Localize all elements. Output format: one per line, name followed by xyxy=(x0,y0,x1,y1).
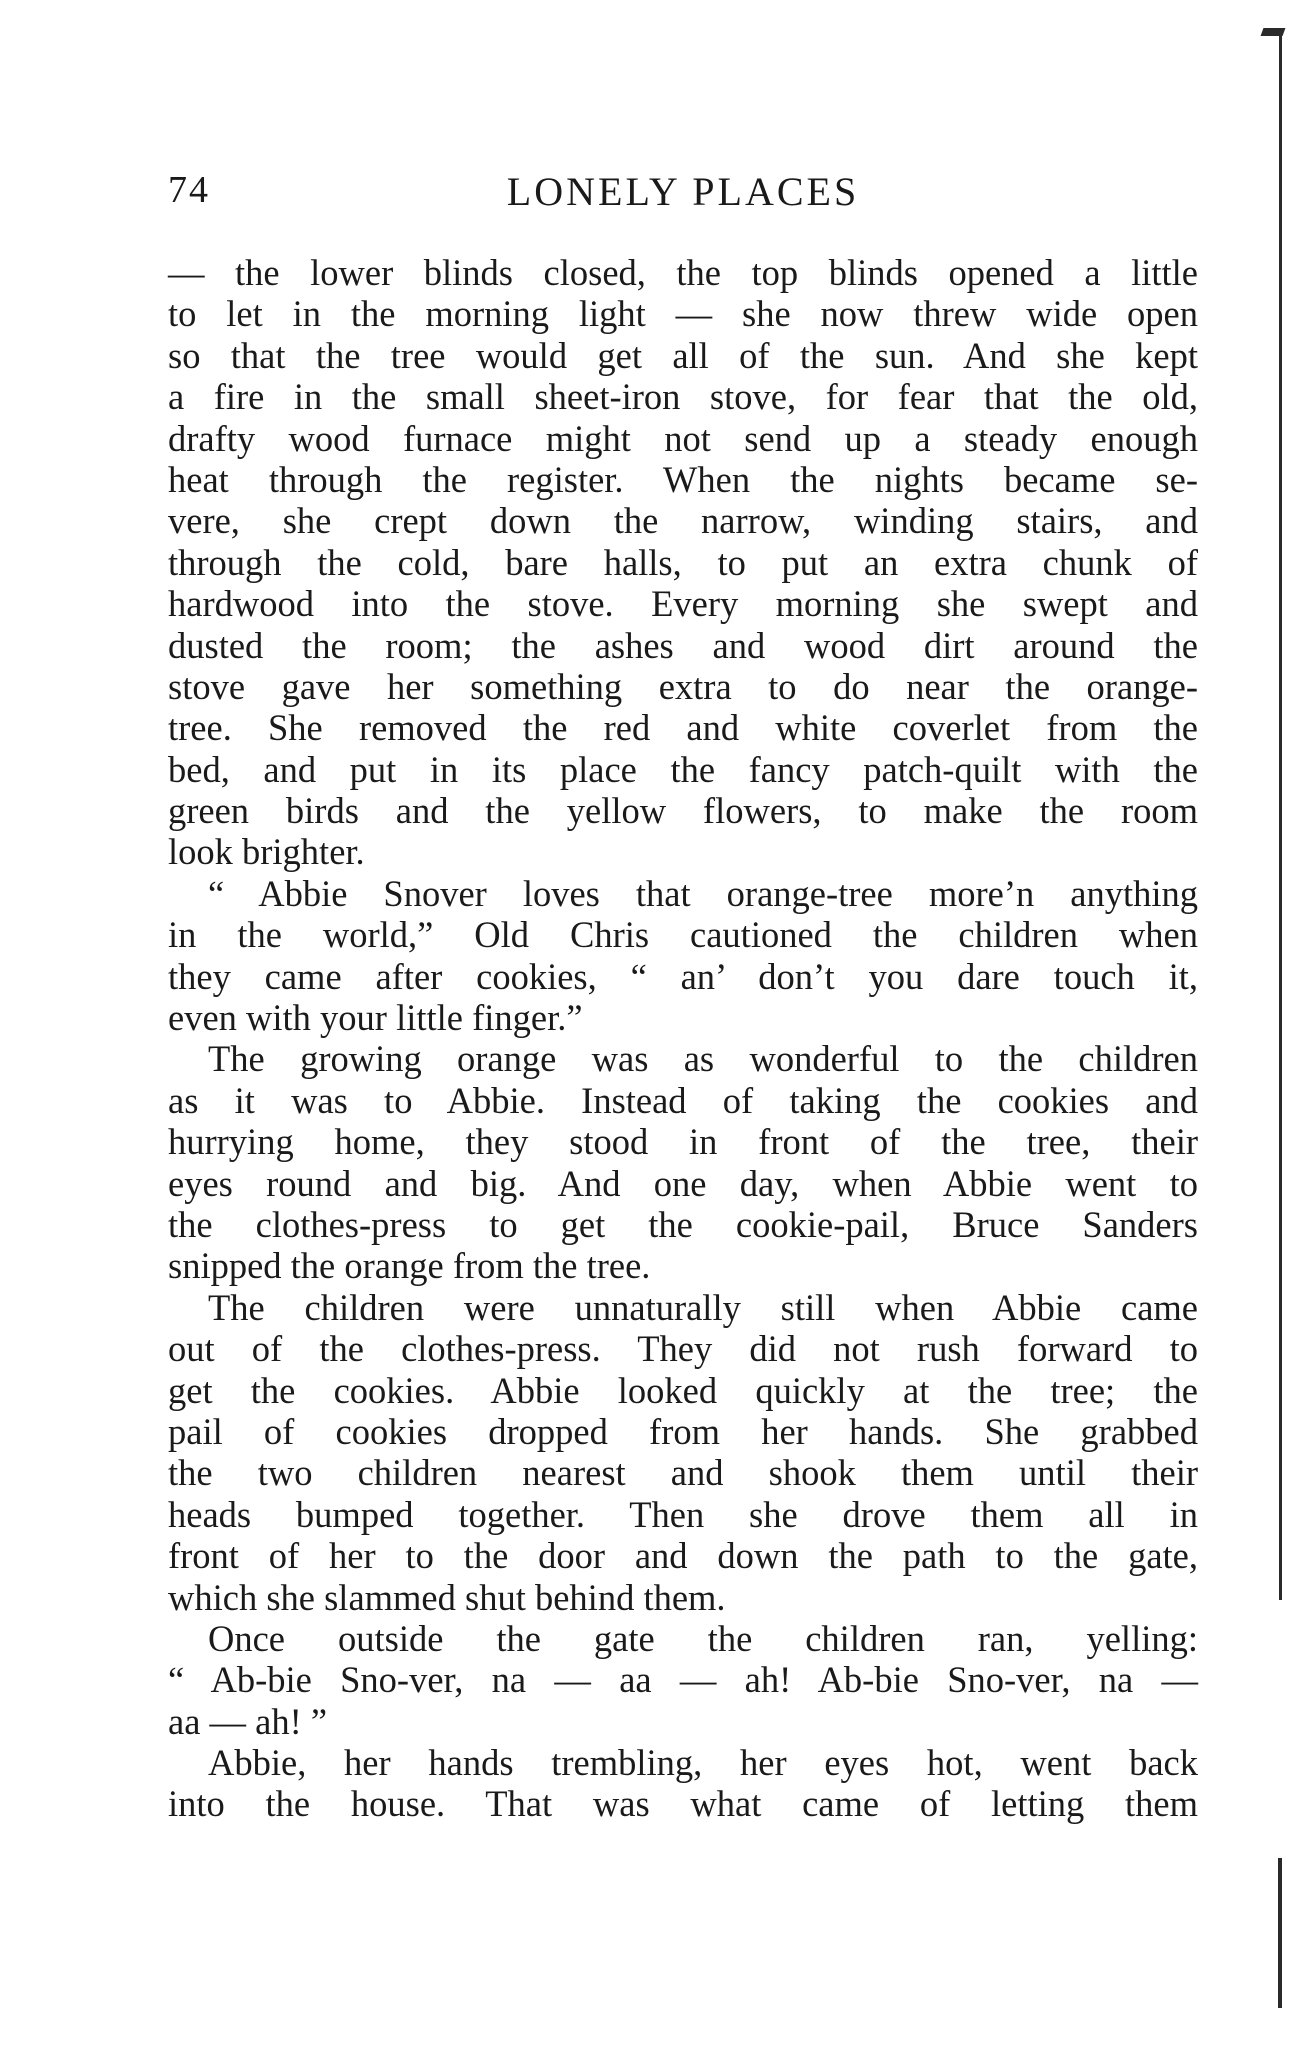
text-line: — the lower blinds closed, the top blinds opened a little xyxy=(168,252,1198,293)
text-line: eyes round and big. And one day, when Abbie went to xyxy=(168,1162,1198,1204)
text-line: a fire in the small sheet-iron stove, for fear that the old, xyxy=(168,376,1198,418)
text-line: look brighter. xyxy=(168,831,365,873)
text-line: pail of cookies dropped from her hands. She grabbed xyxy=(168,1410,1198,1452)
text-line: so that the tree would get all of the sun. And she kept xyxy=(168,334,1198,376)
text-line: as it was to Abbie. Instead of taking the cookies and xyxy=(168,1079,1198,1121)
page-edge-rule-lower xyxy=(1278,1858,1282,2008)
text-line: to let in the morning light — she now threw wide open xyxy=(168,293,1198,335)
text-line: green birds and the yellow flowers, to make the room xyxy=(168,790,1198,832)
text-line: get the cookies. Abbie looked quickly at the tree; the xyxy=(168,1369,1198,1411)
text-line: through the cold, bare halls, to put an extra chunk of xyxy=(168,541,1198,583)
text-line: stove gave her something extra to do near the orange- xyxy=(168,665,1198,707)
text-line: “ Abbie Snover loves that orange-tree more’n anything xyxy=(208,872,1198,914)
text-line: they came after cookies, “ an’ don’t you dare touch it, xyxy=(168,955,1198,997)
text-line: into the house. That was what came of letting them xyxy=(168,1783,1198,1825)
text-line: drafty wood furnace might not send up a steady enough xyxy=(168,417,1198,459)
text-line: front of her to the door and down the path to the gate, xyxy=(168,1535,1198,1577)
text-line: Abbie, her hands trembling, her eyes hot, went back xyxy=(208,1742,1198,1784)
text-line: hardwood into the stove. Every morning she swept and xyxy=(168,583,1198,625)
text-line: “ Ab-bie Sno-ver, na — aa — ah! Ab-bie Sno-ver, na — xyxy=(168,1659,1198,1701)
text-line: the two children nearest and shook them until their xyxy=(168,1452,1198,1494)
text-line: Once outside the gate the children ran, yelling: xyxy=(208,1617,1198,1659)
page-number: 74 xyxy=(168,169,210,211)
text-line: aa — ah! ” xyxy=(168,1700,328,1742)
text-line: out of the clothes-press. They did not rush forward to xyxy=(168,1328,1198,1370)
text-line: the clothes-press to get the cookie-pail, Bruce Sanders xyxy=(168,1203,1198,1245)
text-line: tree. She removed the red and white coverlet from the xyxy=(168,707,1198,749)
page-edge-rule xyxy=(1279,30,1282,1600)
text-line: heads bumped together. Then she drove them all in xyxy=(168,1493,1198,1535)
text-line: even with your little finger.” xyxy=(168,997,583,1039)
text-line: in the world,” Old Chris cautioned the children when xyxy=(168,914,1198,956)
text-line: vere, she crept down the narrow, winding stairs, and xyxy=(168,500,1198,542)
body-text xyxy=(168,252,1198,1825)
page-header xyxy=(168,168,1198,218)
text-line: heat through the register. When the nights became se- xyxy=(168,458,1198,500)
text-line: The children were unnaturally still when Abbie came xyxy=(208,1286,1198,1328)
text-line: which she slammed shut behind them. xyxy=(168,1576,726,1618)
running-title: LONELY PLACES xyxy=(506,169,860,214)
text-line: dusted the room; the ashes and wood dirt around the xyxy=(168,624,1198,666)
text-line: bed, and put in its place the fancy patch-quilt with the xyxy=(168,748,1198,790)
text-line: hurrying home, they stood in front of the tree, their xyxy=(168,1121,1198,1163)
text-line: The growing orange was as wonderful to the children xyxy=(208,1038,1198,1080)
text-line: snipped the orange from the tree. xyxy=(168,1245,651,1287)
